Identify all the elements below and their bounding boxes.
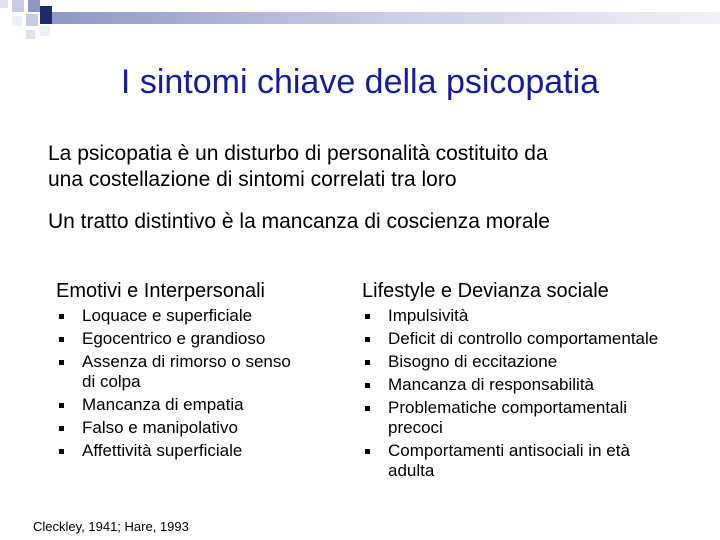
- bullet-icon: [365, 360, 370, 365]
- bullet-icon: [59, 403, 64, 408]
- citation: Cleckley, 1941; Hare, 1993: [33, 519, 189, 534]
- intro-line-1: La psicopatia è un disturbo di personalità costituito da: [48, 142, 548, 165]
- left-symptom-list: [56, 306, 306, 464]
- header-decoration: [0, 0, 720, 60]
- list-item-label: Falso e manipolativo: [82, 418, 238, 437]
- bullet-icon: [365, 314, 370, 319]
- list-item-label: Mancanza di empatia: [82, 395, 244, 414]
- list-item-label: Deficit di controllo comportamentale: [388, 329, 659, 348]
- list-item-label: Affettività superficiale: [82, 441, 243, 460]
- list-item: [56, 418, 306, 438]
- list-item-label: Comportamenti antisociali in età adulta: [388, 441, 630, 480]
- list-item: [56, 441, 306, 461]
- list-item-label: Loquace e superficiale: [82, 306, 253, 325]
- list-item: [56, 352, 306, 392]
- list-item-label: Problematiche comportamentali precoci: [388, 398, 628, 437]
- bullet-icon: [365, 406, 370, 411]
- list-item: [56, 329, 306, 349]
- intro-line-2: una costellazione di sintomi correlati tra loro: [48, 168, 457, 191]
- list-item-label: Egocentrico e grandioso: [82, 329, 266, 348]
- key-trait-paragraph: Un tratto distintivo è la mancanza di coscienza morale: [48, 210, 550, 233]
- list-item: [362, 306, 662, 326]
- list-item: [362, 352, 662, 372]
- list-item-label: Bisogno di eccitazione: [388, 352, 558, 371]
- list-item-label: Assenza di rimorso o senso di colpa: [82, 352, 291, 391]
- list-item: [362, 398, 662, 438]
- list-item: [56, 306, 306, 326]
- bullet-icon: [365, 383, 370, 388]
- bullet-icon: [59, 337, 64, 342]
- list-item-label: Mancanza di responsabilità: [388, 375, 595, 394]
- right-column-heading: Lifestyle e Devianza sociale: [362, 280, 609, 302]
- bullet-icon: [59, 449, 64, 454]
- list-item: [362, 441, 662, 481]
- slide-title: I sintomi chiave della psicopatia: [120, 63, 600, 101]
- right-symptom-list: [362, 306, 662, 484]
- bullet-icon: [59, 314, 64, 319]
- list-item-label: Impulsività: [388, 306, 469, 325]
- bullet-icon: [59, 360, 64, 365]
- intro-paragraph: [48, 141, 688, 193]
- bullet-icon: [59, 426, 64, 431]
- list-item: [362, 329, 662, 349]
- list-item: [56, 395, 306, 415]
- list-item: [362, 375, 662, 395]
- left-column-heading: Emotivi e Interpersonali: [56, 280, 265, 302]
- bullet-icon: [365, 449, 370, 454]
- bullet-icon: [365, 337, 370, 342]
